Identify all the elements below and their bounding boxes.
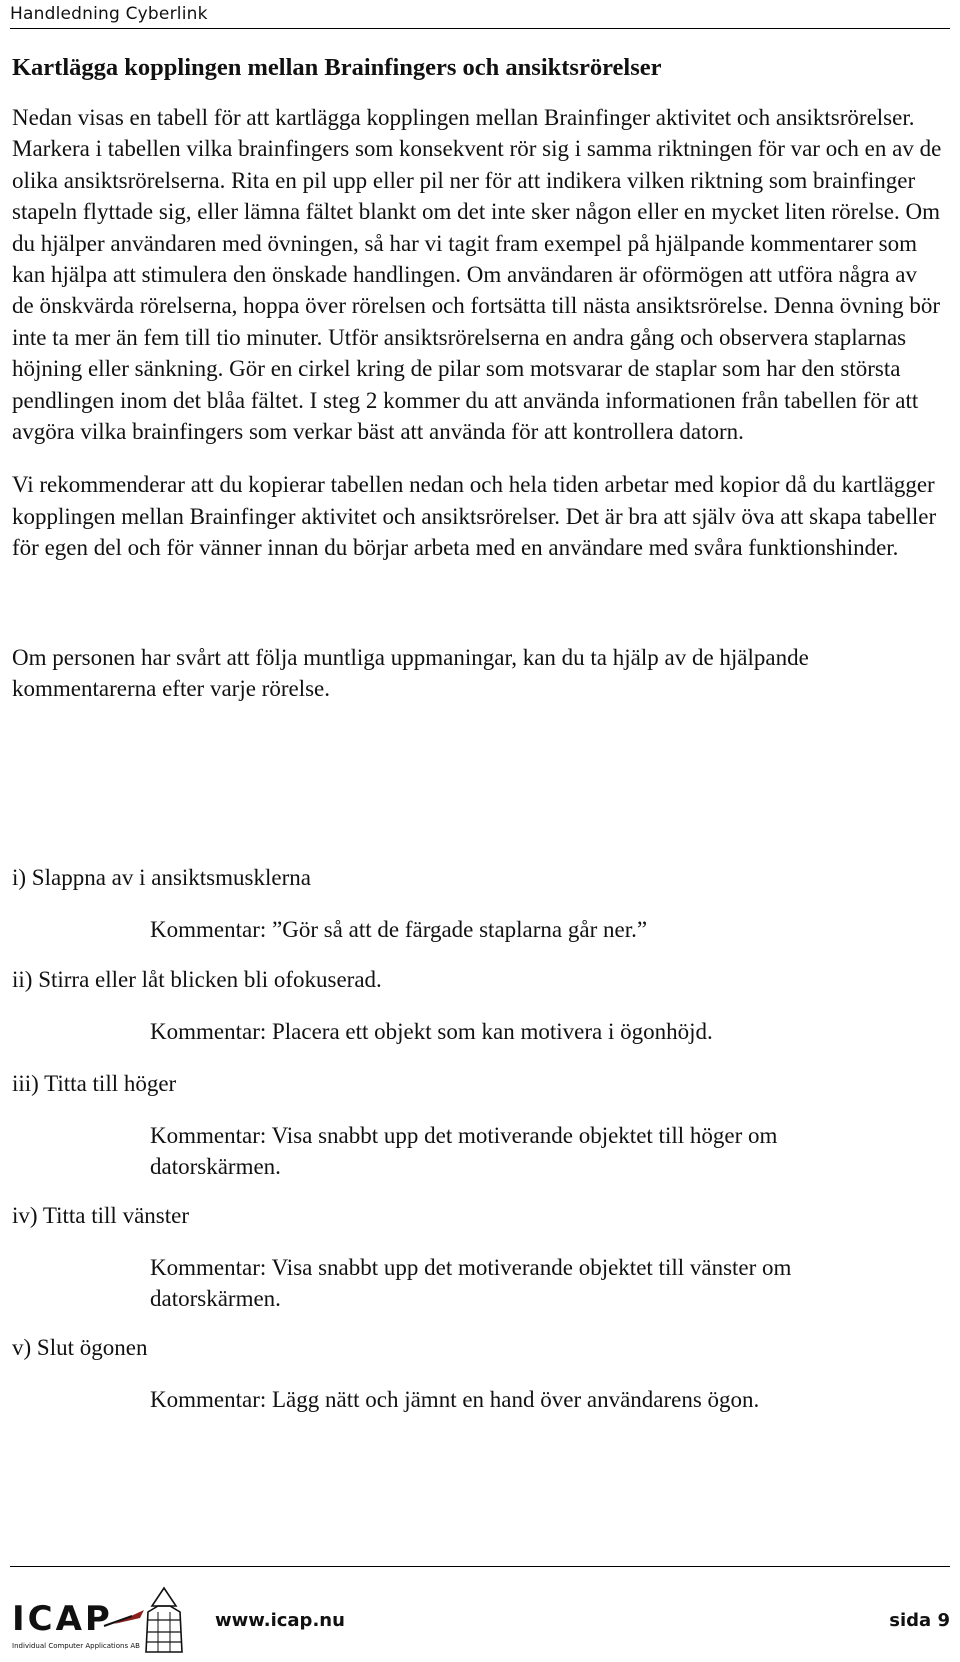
lighthouse-icon [146, 1606, 182, 1652]
step-label-5: v) Slut ögonen [12, 1335, 148, 1360]
logo-subtitle: Individual Computer Applications AB [12, 1642, 140, 1650]
step-label-3: iii) Titta till höger [12, 1071, 177, 1096]
step-comment-3: Kommentar: Visa snabbt upp det motiverande objektet till höger om datorskärmen. [150, 1123, 778, 1179]
main-content [12, 52, 942, 705]
step-comment-1: Kommentar: ”Gör så att de färgade staplarna går ner.” [150, 917, 648, 942]
page-number: sida 9 [889, 1610, 950, 1631]
header-title: Handledning Cyberlink [10, 4, 208, 24]
step-label-4: iv) Titta till vänster [12, 1203, 189, 1228]
footer-url-link[interactable]: www.icap.nu [215, 1610, 345, 1631]
step-comment-4: Kommentar: Visa snabbt upp det motiverande objektet till vänster om datorskärmen. [150, 1255, 792, 1311]
assistance-paragraph: Om personen har svårt att följa muntliga uppmaningar, kan du ta hjälp av de hjälpande kommentarerna efter varje rörelse. [12, 644, 809, 702]
step-comment-5: Kommentar: Lägg nätt och jämnt en hand över användarens ögon. [150, 1387, 760, 1412]
section-heading: Kartlägga kopplingen mellan Brainfingers och ansiktsrörelser [12, 54, 662, 81]
step-label-1: i) Slappna av i ansiktsmusklerna [12, 865, 311, 890]
footer-divider [10, 1566, 950, 1567]
step-comment-2: Kommentar: Placera ett objekt som kan motivera i ögonhöjd. [150, 1019, 713, 1044]
intro-paragraph: Nedan visas en tabell för att kartlägga kopplingen mellan Brainfinger aktivitet och ansiktsrörelser. Markera i tabellen vilka brainfingers som konsekvent rör sig i samma riktningen för var och en av de olika ansiktsrörelserna. Rita en pil upp eller pil ner för att indikera vilken riktning som brainfinger stapeln flyttade sig, eller lämna fältet blankt om det inte sker någon eller en mycket liten rörelse. Om du hjälper användaren med övningen, så har vi tagit fram exempel på hjälpande kommentarer som kan hjälpa att stimulera den önskade handlingen. Om användaren är oförmögen att utföra några av de önskvärda rörelserna, hoppa över rörelsen och fortsätta till nästa ansiktsrörelse. Denna övning bör inte ta mer än fem till tio minuter. Utför ansiktsrörelserna en andra gång och observera staplarnas höjning eller sänkning. Gör en cirkel kring de pilar som motsvarar de staplar som har den största pendlingen inom det blåa fältet. I steg 2 kommer du att använda informationen från tabellen för att avgöra vilka brainfingers som verkar bäst att använda för att kontrollera datorn. [12, 105, 942, 445]
step-label-2: ii) Stirra eller låt blicken bli ofokuserad. [12, 967, 382, 992]
icap-logo-graphic [12, 1582, 192, 1654]
icap-logo [12, 1582, 192, 1654]
logo-wordmark: ICAP [12, 1599, 113, 1639]
recommendation-paragraph: Vi rekommenderar att du kopierar tabellen nedan och hela tiden arbetar med kopior då du kartlägger kopplingen mellan Brainfinger aktivitet och ansiktsrörelser. Det är bra att själv öva att skapa tabeller för egen del och för vänner innan du börjar arbeta med en användare med svåra funktionshinder. [12, 472, 937, 561]
page-header [10, 2, 950, 29]
